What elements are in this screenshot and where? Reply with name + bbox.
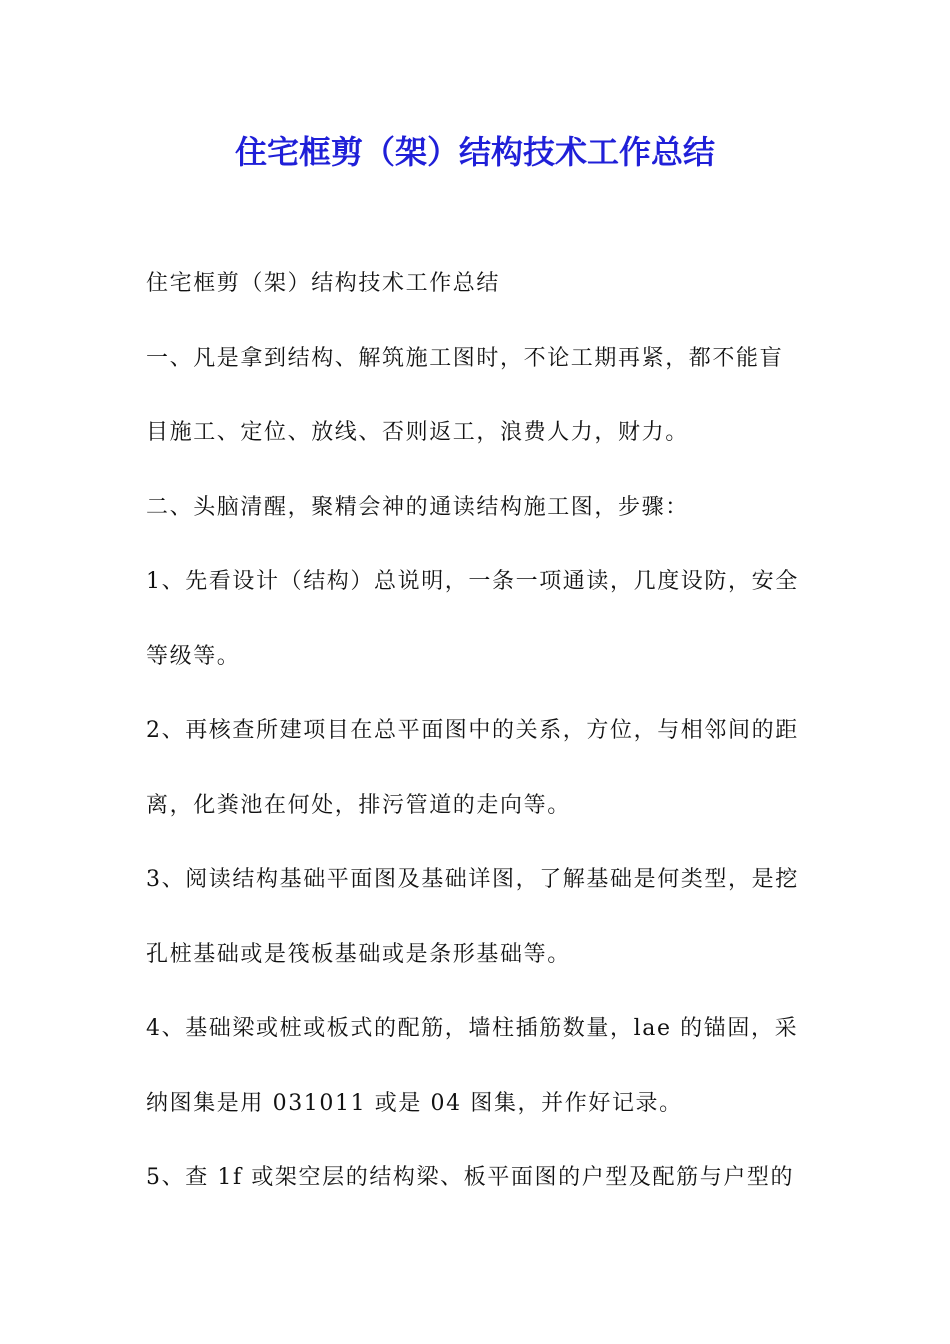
body-line: 住宅框剪（架）结构技术工作总结: [146, 271, 501, 296]
body-line: 4、基础梁或桩或板式的配筋，墙柱插筋数量，lae 的锚固，采: [146, 1016, 799, 1041]
document-title: 住宅框剪（架）结构技术工作总结: [234, 133, 715, 171]
body-line: 二、头脑清醒，聚精会神的通读结构施工图，步骤：: [146, 494, 689, 520]
body-line: 3、阅读结构基础平面图及基础详图，了解基础是何类型，是挖: [146, 867, 799, 892]
body-line: 5、查 1f 或架空层的结构梁、板平面图的户型及配筋与户型的: [146, 1165, 795, 1190]
document-body: [146, 262, 806, 1231]
body-line: 一、凡是拿到结构、解筑施工图时，不论工期再紧，都不能盲: [146, 345, 784, 371]
body-line: 纳图集是用 031011 或是 04 图集，并作好记录。: [146, 1090, 683, 1116]
body-line: 2、再核查所建项目在总平面图中的关系，方位，与相邻间的距: [146, 718, 799, 743]
body-line: 孔桩基础或是筏板基础或是条形基础等。: [146, 941, 571, 967]
body-line: 1、先看设计（结构）总说明，一条一项通读，几度设防，安全: [146, 569, 799, 594]
body-line: 目施工、定位、放线、否则返工，浪费人力，财力。: [146, 420, 689, 445]
body-line: 等级等。: [146, 643, 241, 669]
body-line: 离，化粪池在何处，排污管道的走向等。: [146, 792, 571, 818]
